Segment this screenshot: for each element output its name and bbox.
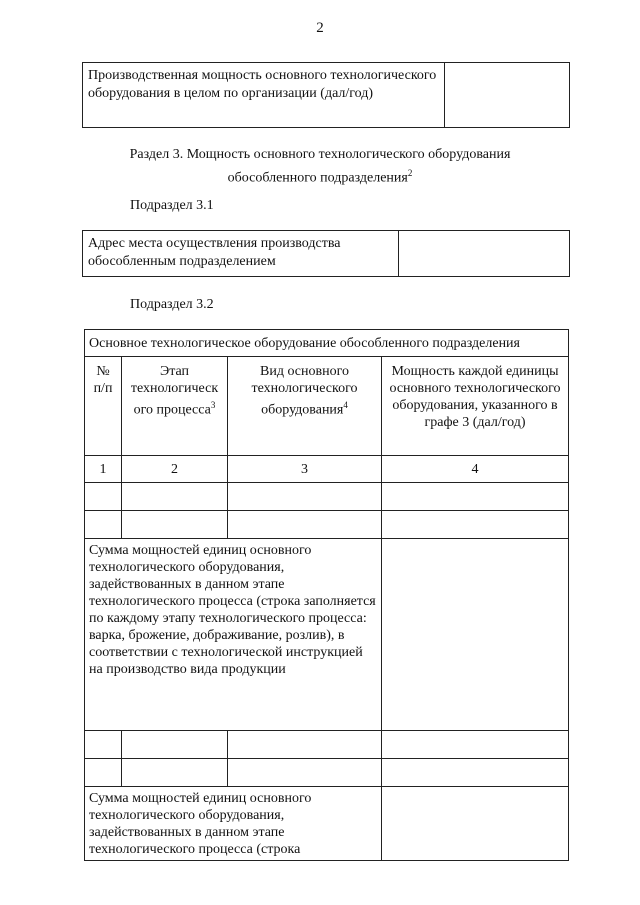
empty-cell[interactable] xyxy=(85,731,122,759)
column-number-4: 4 xyxy=(382,456,569,483)
sum-row-1 xyxy=(85,539,569,731)
sum-row-1-label: Сумма мощностей единиц основного технологического оборудования, задействованных в данном этапе технологического процесса (строка заполняется по каждому этапу технологического процесса: варка, брожение, дображивание, розлив), в соответствии с технологической инструкцией на производство вида продукции xyxy=(85,539,382,731)
empty-cell[interactable] xyxy=(382,511,569,539)
empty-cell[interactable] xyxy=(122,483,228,511)
section-3-title-line1: Раздел 3. Мощность основного технологического оборудования xyxy=(129,147,511,162)
empty-cell[interactable] xyxy=(382,731,569,759)
empty-cell[interactable] xyxy=(228,483,382,511)
header-equipment-type-footnote: 4 xyxy=(343,400,348,410)
table-row xyxy=(85,483,569,511)
header-process-stage: Этап технологическ ого процесса$^3$ xyxy=(122,357,228,456)
sum-row-2-label: Сумма мощностей единиц основного технологического оборудования, задействованных в данном этапе технологического процесса (строка xyxy=(85,787,382,861)
section-3-footnote: 2 xyxy=(407,168,413,178)
sum-row-1-value-cell[interactable] xyxy=(382,539,569,731)
empty-cell[interactable] xyxy=(122,731,228,759)
subsection-3-2-title: Подраздел 3.2 xyxy=(130,297,214,312)
empty-cell[interactable] xyxy=(122,759,228,787)
organization-capacity-table xyxy=(82,62,570,128)
organization-capacity-label: Производственная мощность основного технологического оборудования в целом по организации (дал/год) xyxy=(83,63,445,127)
empty-cell[interactable] xyxy=(228,731,382,759)
header-unit-capacity: Мощность каждой единицы основного технологического оборудования, указанного в графе 3 (дал/год) xyxy=(382,357,569,456)
equipment-table xyxy=(84,329,569,861)
table-row xyxy=(85,731,569,759)
column-number-2: 2 xyxy=(122,456,228,483)
sum-row-2 xyxy=(85,787,569,861)
empty-cell[interactable] xyxy=(85,759,122,787)
equipment-table-caption: Основное технологическое оборудование обособленного подразделения xyxy=(85,330,569,357)
table-row xyxy=(85,759,569,787)
header-process-stage-footnote: 3 xyxy=(210,400,216,410)
header-equipment-type: Вид основного технологического оборудования$^4$ xyxy=(228,357,382,456)
header-number: № п/п xyxy=(85,357,122,456)
column-number-3: 3 xyxy=(228,456,382,483)
address-label: Адрес места осуществления производства обособленным подразделением xyxy=(83,231,399,276)
empty-cell[interactable] xyxy=(228,511,382,539)
empty-cell[interactable] xyxy=(85,511,122,539)
table-row xyxy=(85,511,569,539)
organization-capacity-value-cell[interactable] xyxy=(445,63,569,127)
empty-cell[interactable] xyxy=(382,759,569,787)
subsection-3-1-title: Подраздел 3.1 xyxy=(130,198,214,213)
empty-cell[interactable] xyxy=(85,483,122,511)
page-number: 2 xyxy=(316,20,324,36)
address-value-cell[interactable] xyxy=(399,231,569,276)
section-3-title-line2: обособленного подразделения xyxy=(227,170,408,186)
empty-cell[interactable] xyxy=(122,511,228,539)
address-table xyxy=(82,230,570,277)
sum-row-2-value-cell[interactable] xyxy=(382,787,569,861)
section-3-title xyxy=(0,146,640,188)
column-number-1: 1 xyxy=(85,456,122,483)
empty-cell[interactable] xyxy=(228,759,382,787)
empty-cell[interactable] xyxy=(382,483,569,511)
